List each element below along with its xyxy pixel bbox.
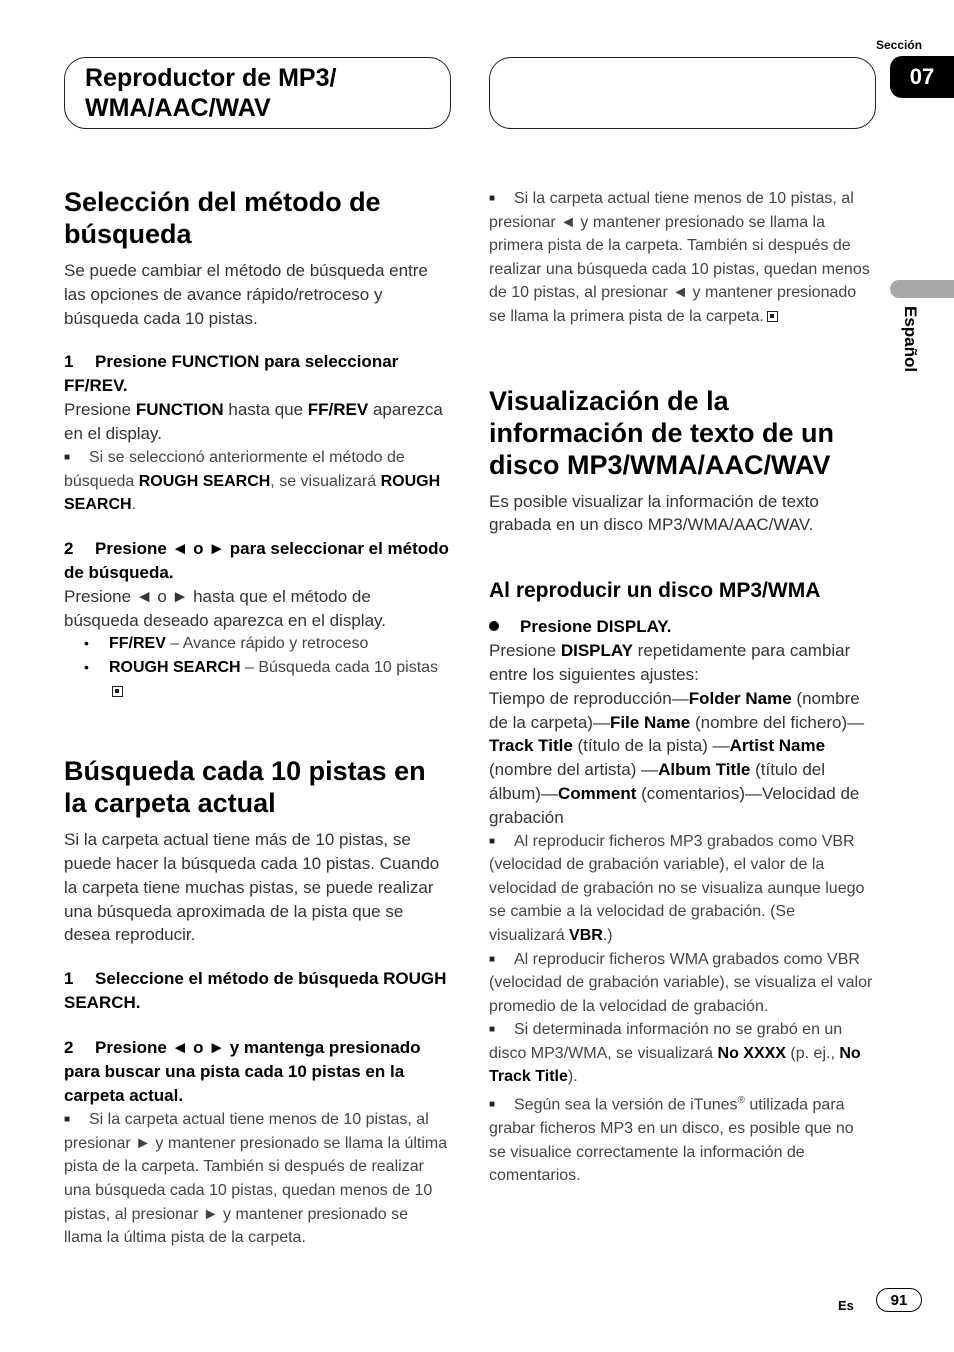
square-bullet-icon: ■	[64, 1114, 71, 1126]
right-column	[489, 187, 874, 1188]
filled-circle-icon	[489, 615, 520, 639]
square-bullet-icon: ■	[489, 193, 496, 204]
section-number-badge: 07	[890, 56, 954, 98]
step-1-text: Presione FUNCTION hasta que FF/REV aparezca en el display.	[64, 400, 443, 444]
list-item: • FF/REV – Avance rápido y retroceso	[64, 632, 449, 656]
end-mark-icon	[112, 686, 123, 697]
step-text: Presione ◄ o ► y mantenga presionado para buscar una pista cada 10 pistas en la carpeta actual.	[64, 1038, 421, 1106]
step-2-title	[64, 1036, 449, 1108]
display-settings-list: Tiempo de reproducción—Folder Name (nombre de la carpeta)—File Name (nombre del fichero)—Track Title (título de la pista) —Artist Name (nombre del artista) —Album Title (título del álbum)—Comment (comentarios)—Velocidad de grabación	[489, 688, 865, 827]
language-tab	[890, 280, 954, 298]
step-2-note: ■ Si la carpeta actual tiene menos de 10 pistas, al presionar ► y mantener presionado se llama la última pista de la carpeta. También si después de realizar una búsqueda cada 10 pistas, quedan menos de 10 pistas, al presionar ► y mantener presionado se llama la última pista de la carpeta.	[64, 1108, 449, 1250]
step-2-title	[64, 537, 449, 585]
step-1-note: ■ Si se seleccionó anteriormente el método de búsqueda ROUGH SEARCH, se visualizará ROUGH SEARCH.	[64, 446, 449, 517]
step-1-title	[64, 350, 449, 398]
step-text: Presione ◄ o ► para seleccionar el método de búsqueda.	[64, 538, 449, 582]
subsection-title: Al reproducir un disco MP3/WMA	[489, 579, 821, 603]
note: ■ Según sea la versión de iTunes® utilizada para grabar ficheros MP3 en un disco, es posible que no se visualice correctamente la información de comentarios.	[489, 1095, 854, 1185]
step-1-title	[64, 967, 449, 1015]
note: ■ Al reproducir ficheros MP3 grabados como VBR (velocidad de grabación variable), el valor de la velocidad de grabación no se visualiza aunque luego se cambie a la velocidad de grabación. (Se visualizará VBR.)	[489, 830, 874, 948]
step-text-paragraph: Presione DISPLAY repetidamente para cambiar entre los siguientes ajustes:	[489, 641, 851, 684]
section-title: Visualización de la información de texto de un disco MP3/WMA/AAC/WAV	[489, 385, 835, 480]
square-bullet-icon: ■	[489, 835, 496, 847]
note: ■ Al reproducir ficheros WMA grabados como VBR (velocidad de grabación variable), se visualiza el valor promedio de la velocidad de grabación.	[489, 948, 874, 1019]
intro-paragraph: Se puede cambiar el método de búsqueda entre las opciones de avance rápido/retroceso y búsqueda cada 10 pistas.	[64, 261, 428, 328]
step-number: 1	[64, 352, 74, 372]
step-text: Presione DISPLAY.	[520, 617, 672, 637]
bullet-icon: •	[84, 658, 89, 675]
section-title: Selección del método de búsqueda	[64, 187, 381, 249]
header-right-box	[489, 57, 876, 129]
header-title: Reproductor de MP3/ WMA/AAC/WAV	[85, 64, 337, 122]
step-title	[489, 615, 874, 639]
step-number: 2	[64, 538, 74, 558]
note: ■ Si determinada información no se grabó en un disco MP3/WMA, se visualizará No XXXX (p. ej., No Track Title).	[489, 1018, 874, 1089]
footer-language: Es	[838, 1298, 854, 1313]
square-bullet-icon: ■	[489, 1024, 496, 1036]
intro-paragraph: Es posible visualizar la información de texto grabada en un disco MP3/WMA/AAC/WAV.	[489, 491, 819, 535]
step-text: Presione FUNCTION para seleccionar FF/REV.	[64, 352, 399, 396]
step-number: 2	[64, 1038, 74, 1058]
language-label: Español	[901, 306, 920, 373]
continued-note: ■ Si la carpeta actual tiene menos de 10 pistas, al presionar ◄ y mantener presionado se llama la primera pista de la carpeta. También si después de realizar una búsqueda cada 10 pistas, quedan menos de 10 pistas, al presionar ◄ y mantener presionado se llama la primera pista de la carpeta.	[489, 187, 874, 329]
square-bullet-icon: ■	[489, 1099, 496, 1111]
step-text: Seleccione el método de búsqueda ROUGH SEARCH.	[64, 969, 447, 1013]
section-title: Búsqueda cada 10 pistas en la carpeta actual	[64, 756, 426, 819]
end-mark-icon	[767, 311, 778, 322]
square-bullet-icon: ■	[489, 953, 496, 965]
intro-paragraph: Si la carpeta actual tiene más de 10 pistas, se puede hacer la búsqueda cada 10 pistas. Cuando la carpeta tiene muchas pistas, se puede realizar una búsqueda aproximada de la pista que se desea reproducir.	[64, 830, 440, 945]
page-number: 91	[876, 1288, 922, 1312]
square-bullet-icon: ■	[64, 451, 71, 463]
step-number: 1	[64, 969, 74, 989]
bullet-icon: •	[84, 635, 89, 652]
header-left-box	[64, 57, 451, 129]
list-item: • ROUGH SEARCH – Búsqueda cada 10 pistas	[64, 656, 449, 703]
left-column	[64, 186, 449, 1250]
section-label: Sección	[876, 38, 923, 52]
step-2-text: Presione ◄ o ► hasta que el método de búsqueda deseado aparezca en el display.	[64, 586, 386, 630]
